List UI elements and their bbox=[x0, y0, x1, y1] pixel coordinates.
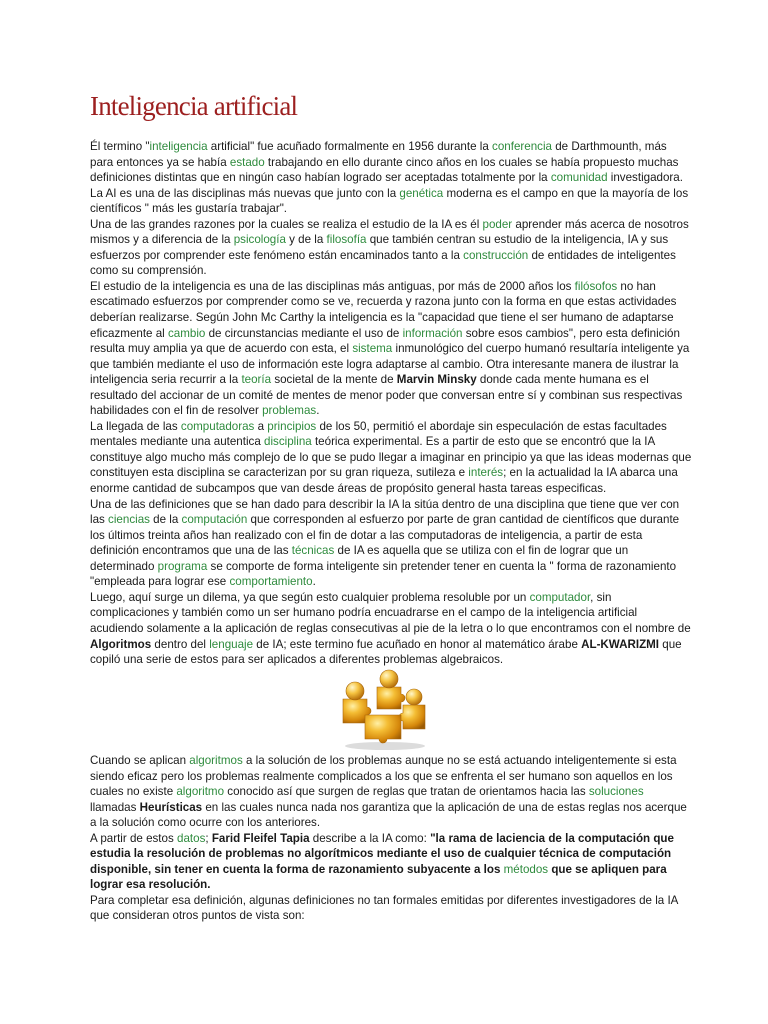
figure-head bbox=[380, 670, 398, 688]
text-run: Cuando se aplican bbox=[90, 754, 190, 767]
link-sistema[interactable]: sistema bbox=[352, 342, 393, 356]
bold-text: Heurísticas bbox=[139, 800, 203, 814]
bold-text: "la rama de laciencia de la computación que bbox=[430, 831, 674, 845]
text-line bbox=[90, 512, 710, 528]
link-comportamiento[interactable]: comportamiento bbox=[229, 575, 313, 589]
link-ciencias[interactable]: ciencias bbox=[108, 513, 150, 527]
text-run: de Darthmounth, más bbox=[551, 140, 667, 153]
text-line bbox=[90, 784, 710, 800]
text-run: constituye algo mucho más complejo de lo que se pudo llegar a imaginar en principio ya que las ideas modernas que bbox=[90, 450, 692, 464]
link-teoria[interactable]: teoría bbox=[241, 373, 272, 387]
text-run: se comporte de forma inteligente sin pretender tener en cuenta la " forma de razonamiento bbox=[207, 559, 677, 573]
text-line bbox=[90, 543, 710, 559]
text-run: enorme cantidad de subcampos que van desde áreas de propósito general hasta tareas especificas. bbox=[90, 482, 607, 496]
link-datos[interactable]: datos bbox=[177, 831, 206, 845]
text-run: no han bbox=[617, 279, 656, 293]
text-run: que bbox=[659, 637, 682, 651]
text-line bbox=[90, 326, 710, 342]
text-run: donde cada mente humana es el bbox=[476, 373, 649, 387]
text-run: habilidades con el fin de resolver bbox=[90, 404, 263, 418]
paragraph bbox=[90, 893, 710, 924]
text-run: de IA es aquella que se utiliza con el fin de lograr que un bbox=[334, 544, 629, 558]
text-run: las bbox=[90, 513, 109, 527]
text-run: a la solución de los problemas aunque no se está actuando inteligentemente si esta bbox=[242, 754, 677, 767]
link-construccion[interactable]: construcción bbox=[463, 248, 529, 262]
text-run: llamadas bbox=[90, 800, 140, 814]
text-line bbox=[90, 217, 710, 233]
link-computador[interactable]: computador bbox=[529, 590, 591, 604]
text-run: aprender más acerca de nosotros bbox=[512, 217, 689, 231]
text-run: y de la bbox=[285, 233, 327, 247]
text-line bbox=[90, 341, 710, 357]
figure-head bbox=[406, 689, 422, 705]
text-line bbox=[90, 528, 710, 544]
link-poder[interactable]: poder bbox=[482, 217, 513, 231]
bold-text: lograr esa resolución. bbox=[90, 878, 211, 892]
text-line bbox=[90, 434, 710, 450]
bold-text: estudia la resolución de problemas no algorítmicos mediante el uso de cualquier técnica de computación bbox=[90, 847, 672, 861]
text-line bbox=[90, 388, 710, 404]
link-inteligencia[interactable]: inteligencia bbox=[149, 140, 208, 153]
text-run: A partir de estos bbox=[90, 831, 177, 845]
text-run: de los 50, permitió el abordaje sin especulación de estas facultades bbox=[316, 419, 667, 433]
text-run: resultado del accionar de un comité de mentes de menor poder que conversan entre sí y combinan sus respectivas bbox=[90, 388, 683, 402]
text-run: , sin bbox=[590, 590, 612, 604]
text-run: ; en la actualidad la IA abarca una bbox=[503, 466, 678, 480]
bold-text: Farid Fleifel Tapia bbox=[211, 831, 310, 845]
text-run: investigadora. bbox=[607, 171, 683, 185]
text-run: de circunstancias mediante el uso de bbox=[205, 326, 403, 340]
text-run: los últimos treinta años han realizado con el fin de dotar a las computadoras de inteligencia, a partir de esta bbox=[90, 528, 643, 542]
link-problemas[interactable]: problemas bbox=[262, 404, 317, 418]
puzzle-piece-center bbox=[365, 715, 401, 743]
paragraph bbox=[90, 497, 710, 590]
text-run: acudiendo solamente a la aplicación de reglas consecutivas al pie de la letra o lo que encontramos con el nombre de bbox=[90, 621, 691, 635]
bold-text: AL-KWARIZMI bbox=[581, 637, 660, 651]
text-line bbox=[90, 574, 710, 590]
text-line bbox=[90, 815, 710, 831]
text-line bbox=[90, 155, 710, 171]
text-run: científicos " más les gustaría trabajar". bbox=[90, 202, 288, 216]
text-line bbox=[90, 372, 710, 388]
figure-head bbox=[346, 682, 364, 700]
text-run: que consideran otros puntos de vista son: bbox=[90, 909, 305, 923]
link-filosofos[interactable]: filósofos bbox=[574, 279, 618, 293]
link-comunidad[interactable]: comunidad bbox=[550, 171, 608, 185]
text-line bbox=[90, 232, 710, 248]
link-tecnicas[interactable]: técnicas bbox=[291, 544, 335, 558]
text-run: dentro del bbox=[151, 637, 210, 651]
text-line bbox=[90, 637, 710, 653]
text-line bbox=[90, 170, 710, 186]
paragraph bbox=[90, 419, 710, 497]
text-line bbox=[90, 263, 710, 279]
text-run: artificial" fue acuñado formalmente en 1956 durante la bbox=[207, 140, 493, 153]
text-line bbox=[90, 465, 710, 481]
text-run: La llegada de las bbox=[90, 419, 181, 433]
paragraph bbox=[90, 139, 710, 217]
link-soluciones[interactable]: soluciones bbox=[588, 785, 644, 799]
text-line bbox=[90, 621, 710, 637]
text-line bbox=[90, 559, 710, 575]
link-computadoras[interactable]: computadoras bbox=[180, 419, 255, 433]
bold-text: Marvin Minsky bbox=[396, 373, 477, 387]
link-genetica[interactable]: genética bbox=[399, 186, 444, 200]
text-run: Una de las grandes razones por la cuales se realiza el estudio de la IA es él bbox=[90, 217, 483, 231]
bold-text: disponible, sin tener en cuenta la forma de razonamiento subyacente a los bbox=[90, 862, 504, 876]
text-run: escatimado esfuerzos por comprender como se ve, recuerda y razona junto con la forma en que estas actividades bbox=[90, 295, 677, 309]
link-algoritmos[interactable]: algoritmos bbox=[189, 754, 243, 767]
text-run: sobre esos cambios", pero esta definición bbox=[462, 326, 680, 340]
article-body-top bbox=[90, 139, 710, 668]
text-line bbox=[90, 450, 710, 466]
text-line bbox=[90, 590, 710, 606]
text-line bbox=[90, 403, 710, 419]
text-run: que también mediante el uso de información este logra adaptarse al cambio. Otra interesante manera de ilustrar la bbox=[90, 357, 679, 371]
link-metodos[interactable]: métodos bbox=[503, 862, 549, 876]
text-line bbox=[90, 186, 710, 202]
text-run: ; bbox=[205, 831, 212, 845]
text-line bbox=[90, 908, 710, 924]
text-line bbox=[90, 893, 710, 909]
bold-text: que se apliquen para bbox=[548, 862, 667, 876]
text-line bbox=[90, 831, 710, 847]
text-line bbox=[90, 605, 710, 621]
article-image bbox=[335, 667, 433, 751]
link-cambio[interactable]: cambio bbox=[167, 326, 206, 340]
paragraph bbox=[90, 279, 710, 419]
puzzle-piece bbox=[399, 705, 425, 729]
text-run: . bbox=[316, 404, 320, 418]
text-run: copiló una serie de estos para ser aplicados a diferentes problemas algebraicos. bbox=[90, 653, 504, 667]
link-estado[interactable]: estado bbox=[229, 155, 265, 169]
text-run: deberían realizarse. Según John Mc Carthy la inteligencia es la "capacidad que tiene el ser humano de adaptarse bbox=[90, 311, 674, 325]
text-run: trabajando en ello durante cinco años en los cuales se había propuesto muchas bbox=[264, 155, 679, 169]
text-run: Luego, aquí surge un dilema, ya que según esto cualquier problema resoluble por un bbox=[90, 590, 530, 604]
text-run: El estudio de la inteligencia es una de las disciplinas más antiguas, por más de 2000 años los bbox=[90, 279, 575, 293]
link-programa[interactable]: programa bbox=[157, 559, 208, 573]
floor-shadow bbox=[345, 742, 425, 750]
text-run: inmunológico del cuerpo humanó resultaría inteligente ya bbox=[392, 342, 690, 356]
text-run: eficazmente al bbox=[90, 326, 168, 340]
text-run: resulta muy amplia ya que de acuerdo con esta, el bbox=[90, 342, 353, 356]
text-line bbox=[90, 652, 710, 668]
text-run: describe a la IA como: bbox=[309, 831, 431, 845]
text-run: inteligencia seria recurrir a la bbox=[90, 373, 242, 387]
golden-puzzle-figures-icon bbox=[335, 667, 433, 751]
text-run: definiciones distintas que en ningún caso habían logrado ser aceptadas totalmente por la bbox=[90, 171, 551, 185]
puzzle-piece bbox=[377, 687, 405, 709]
text-line bbox=[90, 862, 710, 878]
text-line bbox=[90, 279, 710, 295]
text-run: cuales no existe bbox=[90, 785, 177, 799]
text-run: como su comprensión. bbox=[90, 264, 207, 278]
gold-figure-top bbox=[377, 670, 405, 709]
text-run: "empleada para lograr ese bbox=[90, 575, 230, 589]
text-run: para entonces ya se había bbox=[90, 155, 230, 169]
text-run: mismos y a diferencia de la bbox=[90, 233, 234, 247]
text-line bbox=[90, 497, 710, 513]
link-interes[interactable]: interés bbox=[468, 466, 504, 480]
text-line bbox=[90, 139, 710, 155]
text-run: de entidades de inteligentes bbox=[528, 248, 676, 262]
text-run: La AI es una de las disciplinas más nuevas que junto con la bbox=[90, 186, 400, 200]
link-computacion[interactable]: computación bbox=[181, 513, 248, 527]
text-run: societal de la mente de bbox=[271, 373, 397, 387]
text-line bbox=[90, 248, 710, 264]
text-run: a la solución como ocurre con los anteriores. bbox=[90, 816, 321, 830]
text-line bbox=[90, 294, 710, 310]
link-filosofia[interactable]: filosofía bbox=[326, 233, 367, 247]
text-line bbox=[90, 769, 710, 785]
text-run: a bbox=[254, 419, 268, 433]
text-line bbox=[90, 481, 710, 497]
link-lenguaje[interactable]: lenguaje bbox=[209, 637, 254, 651]
text-run: Él termino " bbox=[90, 140, 150, 153]
text-run: que también centran su estudio de la inteligencia, IA y sus bbox=[366, 233, 669, 247]
text-run: constituyen esta disciplina se caracterizan por su gran riqueza, sutileza e bbox=[90, 466, 469, 480]
text-line bbox=[90, 310, 710, 326]
text-run: de la bbox=[149, 513, 182, 527]
text-run: siendo eficaz pero los problemas realmente complicados a los que se enfrenta el ser humano son aquellos en los bbox=[90, 769, 673, 783]
text-run: de IA; este termino fue acuñado en honor al matemático árabe bbox=[253, 637, 582, 651]
text-line bbox=[90, 877, 710, 893]
text-run: esfuerzos por comprender este fenómeno están encaminados tanto a la bbox=[90, 248, 464, 262]
text-run: determinado bbox=[90, 559, 158, 573]
text-run: mentales mediante una autentica bbox=[90, 435, 265, 449]
link-conferencia[interactable]: conferencia bbox=[492, 140, 552, 153]
text-line bbox=[90, 753, 710, 769]
text-line bbox=[90, 201, 710, 217]
paragraph bbox=[90, 753, 710, 831]
text-run: conocido así que surgen de reglas que tratan de orientamos hacia las bbox=[224, 785, 589, 799]
link-principios[interactable]: principios bbox=[267, 419, 317, 433]
paragraph bbox=[90, 831, 710, 893]
text-run: . bbox=[312, 575, 316, 589]
text-run: moderna es el campo en que la mayoría de los bbox=[443, 186, 689, 200]
text-line bbox=[90, 800, 710, 816]
paragraph bbox=[90, 590, 710, 668]
link-psicologia[interactable]: psicología bbox=[233, 233, 286, 247]
text-run: Una de las definiciones que se han dado para describir la IA la sitúa dentro de una disciplina que tiene que ver con bbox=[90, 497, 680, 511]
text-run: definición encontramos que una de las bbox=[90, 544, 292, 558]
text-line bbox=[90, 419, 710, 435]
bold-text: Algoritmos bbox=[90, 637, 152, 651]
text-run: teórica experimental. Es a partir de esto que se encontró que la IA bbox=[311, 435, 656, 449]
text-run: Para completar esa definición, algunas definiciones no tan formales emitidas por diferentes investigadores de la IA bbox=[90, 893, 679, 907]
text-line bbox=[90, 846, 710, 862]
link-algoritmo[interactable]: algoritmo bbox=[176, 785, 225, 799]
link-disciplina[interactable]: disciplina bbox=[264, 435, 312, 449]
page-title: Inteligencia artificial bbox=[90, 91, 298, 121]
paragraph bbox=[90, 217, 710, 279]
link-informacion[interactable]: información bbox=[402, 326, 463, 340]
text-line bbox=[90, 357, 710, 373]
text-run: complicaciones y también como un ser humano podría encuadrarse en el campo de la inteligencia artificial bbox=[90, 606, 638, 620]
article-body-bottom bbox=[90, 753, 710, 924]
text-run: en las cuales nunca nada nos garantiza que la aplicación de una de estas reglas nos acerque bbox=[202, 800, 687, 814]
text-run: que corresponden al esfuerzo por parte de gran cantidad de científicos que durante bbox=[247, 513, 680, 527]
